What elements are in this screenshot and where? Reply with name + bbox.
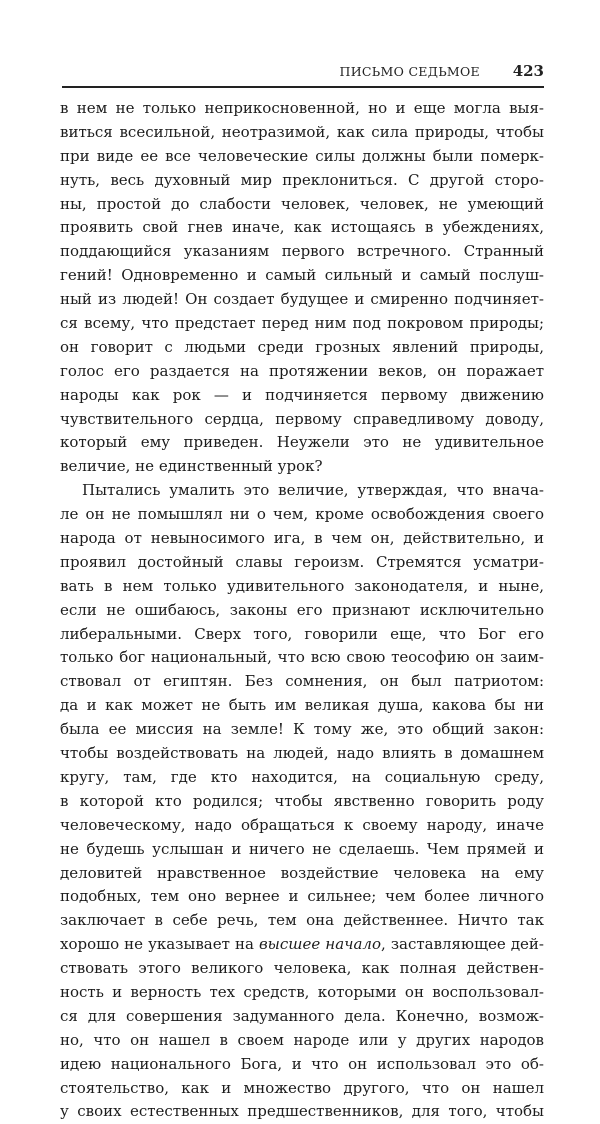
page-number: 423 <box>512 62 544 80</box>
text-line: величие, не единственный урок? <box>60 457 323 476</box>
header-rule <box>62 86 544 88</box>
text-line: ся для совершения задуманного дела. Конечно, возмож- <box>60 1006 544 1025</box>
text-line: только бог национальный, что всю свою теософию он заим- <box>60 648 544 667</box>
text-line: если не ошибаюсь, законы его признают исключительно <box>60 600 544 619</box>
text-line: заключает в себе речь, тем она действеннее. Ничто так <box>60 911 544 930</box>
text-line: либеральными. Сверх того, говорили еще, что Бог его <box>60 624 544 643</box>
text-line: деловитей нравственное воздействие человека на ему <box>60 863 544 882</box>
text-line: да и как может не быть им великая душа, какова бы ни <box>60 696 544 715</box>
text-line: ся всему, что предстает перед ним под покровом природы; <box>60 314 544 333</box>
text-line: была ее миссия на земле! К тому же, это общий закон: <box>60 720 544 739</box>
text-line: чтобы воздействовать на людей, надо влиять в домашнем <box>60 744 544 763</box>
text-line: гений! Одновременно и самый сильный и самый послуш- <box>60 266 544 285</box>
text-line: народа от невыносимого ига, в чем он, действительно, и <box>60 529 544 548</box>
text-line: у своих естественных предшественников, для того, чтобы <box>60 1102 544 1121</box>
text-line: ны, простой до слабости человек, человек, не умеющий <box>60 194 544 213</box>
text-line: Пытались умалить это величие, утверждая, что внача- <box>82 481 544 500</box>
text-line: при виде ее все человеческие силы должны были померк- <box>60 146 544 165</box>
running-title: ПИСЬМО СЕДЬМОЕ <box>339 64 480 79</box>
text-line: ный из людей! Он создает будущее и смиренно подчиняет- <box>60 290 544 309</box>
text-line: но, что он нашел в своем народе или у других народов <box>60 1030 544 1049</box>
text-line-with-emphasis <box>60 933 544 957</box>
text-line: который ему приведен. Неужели это не удивительное <box>60 433 544 452</box>
text-fragment: , заставляющее дей- <box>381 935 545 954</box>
text-line: ствовал от египтян. Без сомнения, он был патриотом: <box>60 672 544 691</box>
text-line: нуть, весь духовный мир преклониться. С другой сторо- <box>60 170 544 189</box>
text-line: народы как рок — и подчиняется первому движению <box>60 385 544 404</box>
text-line: ность и верность тех средств, которыми он воспользовал- <box>60 982 544 1001</box>
text-line: в которой кто родился; чтобы явственно говорить роду <box>60 791 544 810</box>
text-line: стоятельство, как и множество другого, что он нашел <box>60 1078 544 1097</box>
text-line: подобных, тем оно вернее и сильнее; чем более личного <box>60 887 544 906</box>
text-line: вать в нем только удивительного законодателя, и ныне, <box>60 576 544 595</box>
text-line: голос его раздается на протяжении веков, он поражает <box>60 361 544 380</box>
text-line: идею национального Бога, и что он использовал это об- <box>60 1054 544 1073</box>
text-line: ствовать этого великого человека, как полная действен- <box>60 959 544 978</box>
body-text <box>60 97 544 1124</box>
text-line: поддающийся указаниям первого встречного. Странный <box>60 242 544 261</box>
text-line: он говорит с людьми среди грозных явлений природы, <box>60 337 544 356</box>
text-line: в нем не только неприкосновенной, но и еще могла выя- <box>60 99 544 117</box>
text-line: не будешь услышан и ничего не сделаешь. Чем прямей и <box>60 839 544 858</box>
text-line: человеческому, надо обращаться к своему народу, иначе <box>60 815 544 834</box>
emphasis-text: высшее начало <box>258 935 381 954</box>
text-line: кругу, там, где кто находится, на социальную среду, <box>60 767 544 786</box>
text-line: проявить свой гнев иначе, как истощаясь в убеждениях, <box>60 218 544 237</box>
text-fragment: хорошо не указывает на <box>60 935 254 954</box>
text-line: виться всесильной, неотразимой, как сила природы, чтобы <box>60 122 544 141</box>
text-line: чувствительного сердца, первому справедливому доводу, <box>60 409 544 428</box>
running-head <box>62 62 544 84</box>
text-line: проявил достойный славы героизм. Стремятся усматри- <box>60 552 544 571</box>
text-line: ле он не помышлял ни о чем, кроме освобождения своего <box>60 505 544 524</box>
